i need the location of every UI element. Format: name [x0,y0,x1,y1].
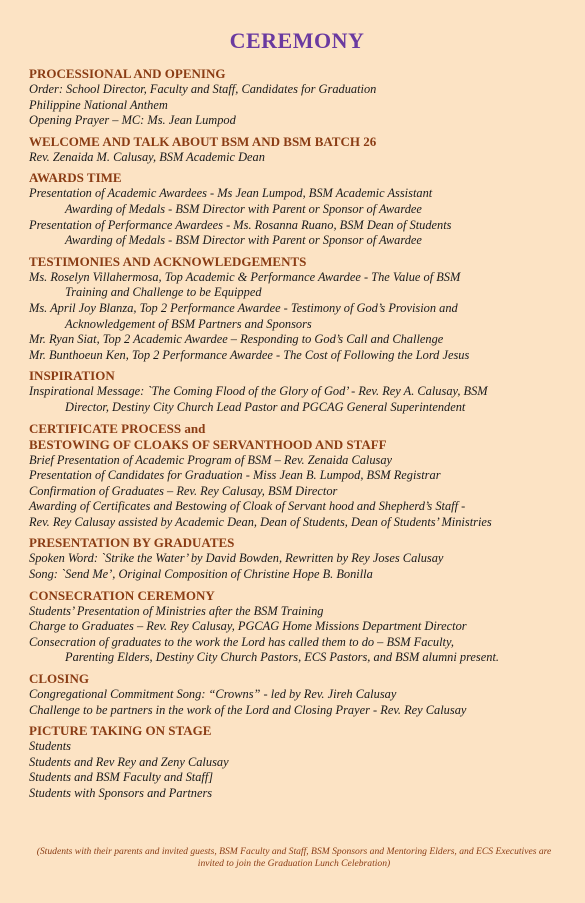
program-item: Students [29,739,71,754]
program-item: Opening Prayer – MC: Ms. Jean Lumpod [29,113,236,128]
section-heading: AWARDS TIME [29,170,122,186]
program-item: Challenge to be partners in the work of the Lord and Closing Prayer - Rev. Rey Calusay [29,702,467,717]
program-section [29,134,559,166]
program-section [29,723,559,801]
footnote: (Students with their parents and invited guests, BSM Faculty and Staff, BSM Sponsors and Mentoring Elders, and ECS Executives are invited to join the Graduation Lunch Celebration) [36,846,552,869]
program-item: Awarding of Medals - BSM Director with Parent or Sponsor of Awardee [65,201,422,216]
program-item: Congregational Commitment Song: “Crowns” - led by Rev. Jireh Calusay [29,687,397,702]
program-item: Students and BSM Faculty and Staff] [29,770,214,785]
program-section [29,368,559,415]
program-section [29,671,559,718]
program-item: Awarding of Medals - BSM Director with Parent or Sponsor of Awardee [65,233,422,248]
program-item: Consecration of graduates to the work the Lord has called them to do – BSM Faculty, [29,634,454,649]
program-item: Confirmation of Graduates – Rev. Rey Calusay, BSM Director [29,483,338,498]
program-item: Director, Destiny City Church Lead Pastor and PGCAG General Superintendent [65,399,466,414]
program-section [29,66,559,129]
program-item: Parenting Elders, Destiny City Church Pastors, ECS Pastors, and BSM alumni present. [65,650,499,665]
section-heading: PROCESSIONAL AND OPENING [29,66,226,81]
program-section [29,170,559,248]
program-item: Order: School Director, Faculty and Staff, Candidates for Graduation [29,82,377,96]
section-heading: PICTURE TAKING ON STAGE [29,723,212,739]
program-item: Acknowledgement of BSM Partners and Sponsors [65,316,312,331]
program-item: Students and Rev Rey and Zeny Calusay [29,754,229,769]
program-section [29,588,559,666]
section-heading: TESTIMONIES AND ACKNOWLEDGEMENTS [29,253,307,269]
program-item: Presentation of Performance Awardees - Ms. Rosanna Ruano, BSM Dean of Students [29,217,452,232]
program-item: Ms. April Joy Blanza, Top 2 Performance Awardee - Testimony of God’s Provision and [29,300,458,315]
section-heading: WELCOME AND TALK ABOUT BSM AND BSM BATCH 26 [29,133,377,149]
program-item: Presentation of Candidates for Graduation - Miss Jean B. Lumpod, BSM Registrar [29,468,441,483]
program-item: Awarding of Certificates and Bestowing of Cloak of Servant hood and Shepherd’s Staff - [29,499,466,514]
program-item: Presentation of Academic Awardees - Ms Jean Lumpod, BSM Academic Assistant [29,186,433,201]
section-heading: BESTOWING OF CLOAKS OF SERVANTHOOD AND STAFF [29,436,387,452]
program-item: Inspirational Message: `The Coming Flood of the Glory of God’ - Rev. Rey A. Calusay, BSM [29,384,488,399]
program-item: Rev. Rey Calusay assisted by Academic Dean, Dean of Students, Dean of Students’ Ministries [29,514,492,529]
program-sections [29,66,559,802]
program-item: Training and Challenge to be Equipped [65,285,262,300]
program-item: Students with Sponsors and Partners [29,786,213,800]
program-item: Rev. Zenaida M. Calusay, BSM Academic Dean [29,149,265,164]
program-section [29,254,559,364]
program-item: Song: `Send Me’, Original Composition of Christine Hope B. Bonilla [29,567,373,582]
program-item: Ms. Roselyn Villahermosa, Top Academic & Performance Awardee - The Value of BSM [29,269,461,284]
program-item: Philippine National Anthem [29,97,168,112]
program-item: Spoken Word: `Strike the Water’ by David Bowden, Rewritten by Rey Joses Calusay [29,551,444,566]
program-section [29,535,559,582]
section-heading: CONSECRATION CEREMONY [29,587,215,603]
page-title: CEREMONY [229,28,365,53]
program-item: Charge to Graduates – Rev. Rey Calusay, PGCAG Home Missions Department Director [29,619,467,634]
program-item: Mr. Ryan Siat, Top 2 Academic Awardee – Responding to God’s Call and Challenge [29,332,444,347]
section-heading: INSPIRATION [29,368,115,384]
section-heading: PRESENTATION BY GRADUATES [29,535,235,551]
ceremony-program [29,28,559,807]
program-section [29,421,559,531]
section-heading: CLOSING [29,671,89,687]
program-item: Mr. Bunthoeun Ken, Top 2 Performance Awardee - The Cost of Following the Lord Jesus [29,347,470,362]
program-item: Students’ Presentation of Ministries after the BSM Training [29,603,324,618]
program-item: Brief Presentation of Academic Program of BSM – Rev. Zenaida Calusay [29,452,393,467]
section-heading: CERTIFICATE PROCESS and [29,420,206,436]
